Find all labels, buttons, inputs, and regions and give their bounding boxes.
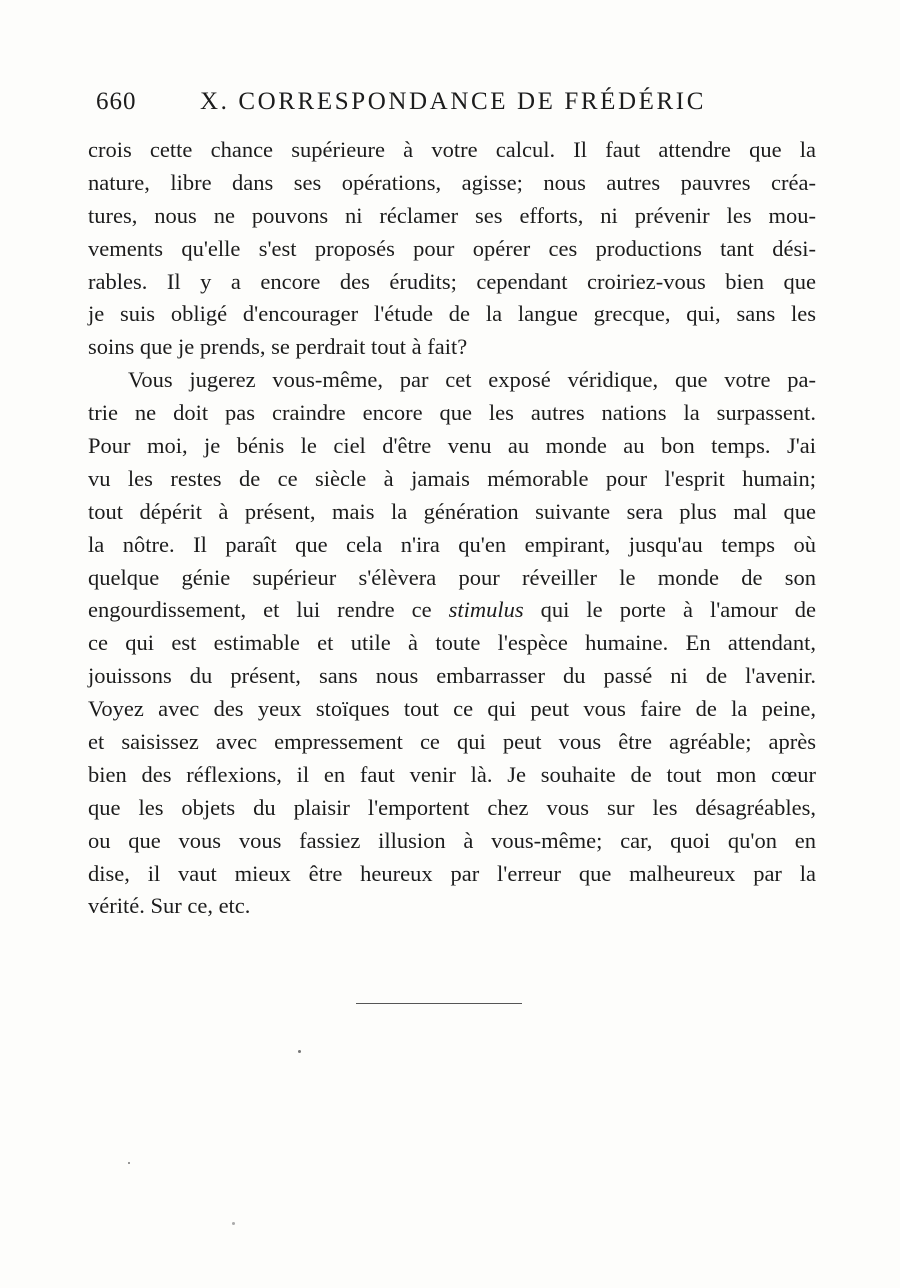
paragraph-1 (88, 134, 816, 364)
text-line: vu les restes de ce siècle à jamais mémorable pour l'esprit humain; (88, 465, 816, 491)
text-line: que les objets du plaisir l'emportent chez vous sur les désagréables, (88, 794, 816, 820)
text-line (88, 594, 816, 627)
text-segment: engourdissement, et lui rendre ce (88, 597, 449, 623)
text-line: Pour moi, je bénis le ciel d'être venu au monde au bon temps. J'ai (88, 433, 816, 459)
section-separator-rule (356, 1003, 522, 1004)
italic-word: stimulus (448, 597, 524, 623)
text-line: Voyez avec des yeux stoïques tout ce qui peut vous faire de la peine, (88, 696, 816, 722)
text-line: tures, nous ne pouvons ni réclamer ses efforts, ni prévenir les mou- (88, 202, 816, 228)
page-number: 660 (96, 88, 137, 115)
text-segment: qui le porte à l'amour de (523, 597, 816, 623)
text-line: rables. Il y a encore des érudits; cependant croiriez-vous bien que (88, 268, 816, 294)
text-line: nature, libre dans ses opérations, agisse; nous autres pauvres créa- (88, 169, 816, 195)
text-line: bien des réflexions, il en faut venir là. Je souhaite de tout mon cœur (88, 761, 816, 787)
body-text (88, 134, 816, 923)
text-line: dise, il vaut mieux être heureux par l'erreur que malheureux par la (88, 860, 816, 886)
text-line: ou que vous vous fassiez illusion à vous-même; car, quoi qu'on en (88, 827, 816, 853)
text-line: Vous jugerez vous-même, par cet exposé véridique, que votre pa- (128, 367, 816, 393)
text-line: vements qu'elle s'est proposés pour opérer ces productions tant dési- (88, 235, 816, 261)
text-line: jouissons du présent, sans nous embarrasser du passé ni de l'avenir. (88, 663, 816, 689)
print-speck (128, 1162, 130, 1164)
text-line: tout dépérit à présent, mais la génération suivante sera plus mal que (88, 498, 816, 524)
text-line: je suis obligé d'encourager l'étude de la langue grecque, qui, sans les (88, 301, 816, 327)
print-speck (232, 1222, 235, 1225)
text-line: vérité. Sur ce, etc. (88, 893, 251, 919)
text-line: crois cette chance supérieure à votre calcul. Il faut attendre que la (88, 137, 816, 162)
running-head: X. CORRESPONDANCE DE FRÉDÉRIC (200, 88, 707, 115)
text-line: trie ne doit pas craindre encore que les autres nations la surpassent. (88, 400, 816, 426)
text-line: soins que je prends, se perdrait tout à fait? (88, 334, 468, 360)
text-line: quelque génie supérieur s'élèvera pour réveiller le monde de son (88, 564, 816, 590)
paragraph-2 (88, 364, 816, 923)
print-speck (298, 1050, 301, 1053)
page-header (96, 88, 816, 124)
text-line: ce qui est estimable et utile à toute l'espèce humaine. En attendant, (88, 630, 816, 656)
text-line: et saisissez avec empressement ce qui peut vous être agréable; après (88, 729, 816, 755)
text-line: la nôtre. Il paraît que cela n'ira qu'en empirant, jusqu'au temps où (88, 531, 816, 557)
